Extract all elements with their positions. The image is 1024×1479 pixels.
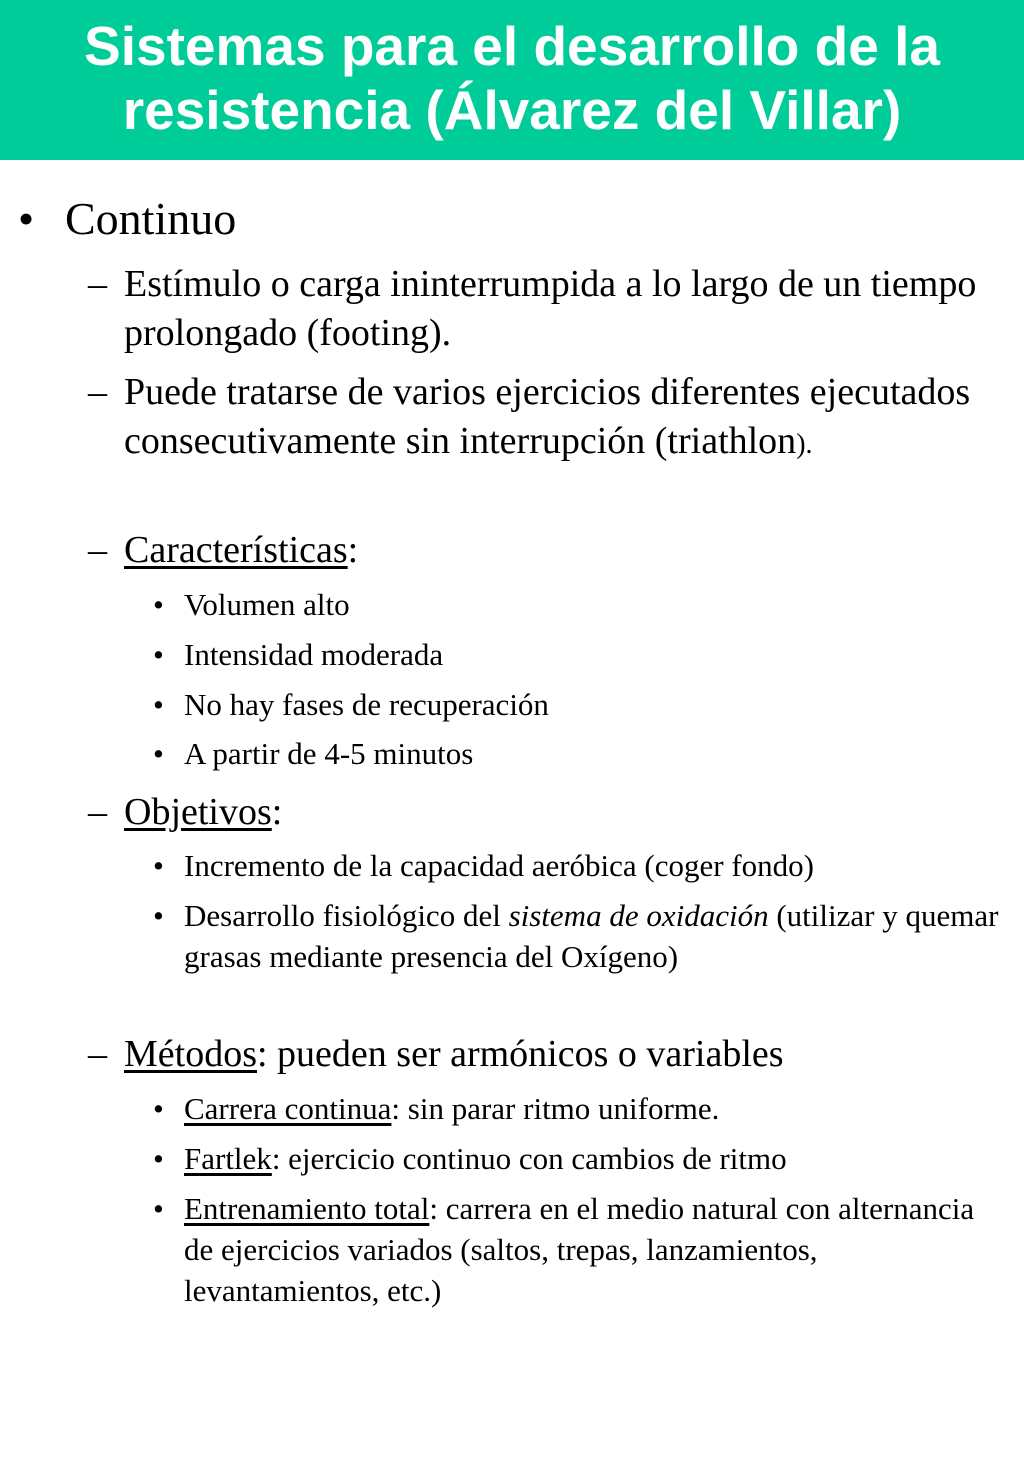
caracteristica-text: No hay fases de recuperación bbox=[184, 687, 549, 722]
metodo-text bbox=[184, 1188, 1004, 1311]
bullet-icon: • bbox=[153, 687, 164, 722]
bullet-icon: • bbox=[153, 637, 164, 672]
label-carrera-continua: Carrera continua bbox=[184, 1091, 392, 1126]
objetivo-italic: sistema de oxidación bbox=[508, 898, 769, 933]
text-puede-tail: ). bbox=[796, 429, 813, 460]
dash-icon: – bbox=[88, 791, 107, 833]
caracteristica-text: A partir de 4-5 minutos bbox=[184, 736, 474, 771]
metodo-text bbox=[184, 1138, 1004, 1179]
dash-icon: – bbox=[88, 263, 107, 305]
heading-continuo: Continuo bbox=[65, 193, 237, 244]
label-fartlek: Fartlek bbox=[184, 1141, 272, 1176]
objetivo-text: Incremento de la capacidad aeróbica (coger fondo) bbox=[184, 848, 814, 883]
suffix-caracteristicas: : bbox=[347, 529, 359, 571]
dash-icon: – bbox=[88, 529, 107, 571]
bullet-icon: • bbox=[153, 587, 164, 622]
caracteristica-text: Volumen alto bbox=[184, 587, 350, 622]
label-entrenamiento-total: Entrenamiento total bbox=[184, 1191, 430, 1226]
text-objetivos bbox=[124, 788, 1024, 837]
bullet-icon: • bbox=[153, 736, 164, 771]
text-puede-main: Puede tratarse de varios ejercicios diferentes ejecutados consecutivamente sin interrupción (triathlon bbox=[124, 371, 971, 462]
caracteristica-text: Intensidad moderada bbox=[184, 637, 444, 672]
objetivo-text bbox=[184, 895, 1004, 977]
bullet-icon: • bbox=[153, 848, 164, 883]
suffix-objetivos: : bbox=[271, 791, 283, 833]
title-banner bbox=[0, 0, 1024, 160]
title-line-2: resistencia (Álvarez del Villar) bbox=[122, 79, 902, 141]
label-objetivos: Objetivos bbox=[124, 791, 272, 833]
text-fartlek: : ejercicio continuo con cambios de ritmo bbox=[271, 1141, 787, 1176]
objetivo-suffix: (utilizar y quemar grasas mediante presencia del Oxígeno) bbox=[184, 898, 999, 974]
title-line-1: Sistemas para el desarrollo de la bbox=[84, 15, 940, 77]
bullet-icon: • bbox=[153, 1191, 164, 1226]
label-metodos: Métodos bbox=[124, 1033, 257, 1075]
dash-icon: – bbox=[88, 1033, 107, 1075]
text-carrera-continua: : sin parar ritmo uniforme. bbox=[391, 1091, 720, 1126]
text-entrenamiento-total: : carrera en el medio natural con alternancia de ejercicios variados (saltos, trepas, lanzamientos, levantamientos, etc.) bbox=[184, 1191, 975, 1308]
bullet-icon: • bbox=[153, 1091, 164, 1126]
text-metodos bbox=[124, 1030, 1024, 1079]
dash-icon: – bbox=[88, 371, 107, 413]
text-caracteristicas bbox=[124, 526, 1024, 575]
label-caracteristicas: Características bbox=[124, 529, 348, 571]
bullet-icon: • bbox=[153, 1141, 164, 1176]
metodo-text bbox=[184, 1088, 1004, 1129]
text-estimulo: Estímulo o carga ininterrumpida a lo largo de un tiempo prolongado (footing). bbox=[124, 263, 977, 354]
objetivo-prefix: Desarrollo fisiológico del bbox=[184, 898, 509, 933]
suffix-metodos: : pueden ser armónicos o variables bbox=[257, 1033, 784, 1075]
text-puede bbox=[124, 368, 1024, 469]
bullet-icon: • bbox=[153, 898, 164, 933]
bullet-icon: • bbox=[18, 193, 35, 244]
